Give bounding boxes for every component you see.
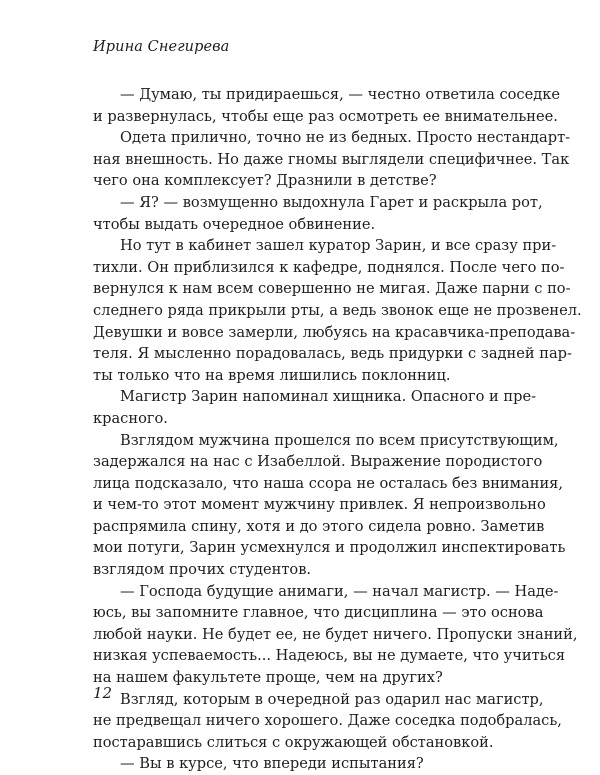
text-line: Но тут в кабинет зашел куратор Зарин, и все сразу при- xyxy=(120,237,557,255)
text-line: красного. xyxy=(93,409,168,427)
text-line: на нашем факультете проще, чем на других? xyxy=(93,669,443,687)
text-line: ты только что на время лишились поклонниц. xyxy=(93,366,451,384)
text-line: и чем-то этот момент мужчину привлек. Я непроизвольно xyxy=(93,496,546,514)
text-line: постаравшись слиться с окружающей обстановкой. xyxy=(93,733,494,751)
text-line: — Господа будущие анимаги, — начал магистр. — Наде- xyxy=(120,582,559,600)
text-line: чего она комплексует? Дразнили в детстве? xyxy=(93,172,437,190)
text-line: Одета прилично, точно не из бедных. Просто нестандарт- xyxy=(120,129,571,147)
text-line: и развернулась, чтобы еще раз осмотреть ее внимательнее. xyxy=(93,107,558,125)
text-line: не предвещал ничего хорошего. Даже соседка подобралась, xyxy=(93,712,562,730)
text-line: юсь, вы запомните главное, что дисциплина — это основа xyxy=(93,604,544,622)
page-number: 12 xyxy=(93,684,113,702)
text-line: лица подсказало, что наша ссора не осталась без внимания, xyxy=(93,474,564,492)
text-line: задержался на нас с Изабеллой. Выражение породистого xyxy=(93,453,543,471)
text-line: распрямила спину, хотя и до этого сидела ровно. Заметив xyxy=(93,517,545,535)
text-line: Магистр Зарин напоминал хищника. Опасного и пре- xyxy=(120,388,537,406)
text-line: тихли. Он приблизился к кафедре, поднялся. После чего по- xyxy=(93,258,565,276)
text-line: вернулся к нам всем совершенно не мигая. Даже парни с по- xyxy=(93,280,571,298)
text-block xyxy=(93,84,582,775)
text-line: Взглядом мужчина прошелся по всем присутствующим, xyxy=(120,431,559,449)
text-line: мои потуги, Зарин усмехнулся и продолжил инспектировать xyxy=(93,539,566,557)
running-head-author: Ирина Снегирева xyxy=(93,39,230,55)
text-line: — Я? — возмущенно выдохнула Гарет и раскрыла рот, xyxy=(120,193,543,211)
text-line: чтобы выдать очередное обвинение. xyxy=(93,215,376,233)
text-line: ная внешность. Но даже гномы выглядели специфичнее. Так xyxy=(93,150,570,168)
text-line: взглядом прочих студентов. xyxy=(93,561,312,579)
text-line: Взгляд, которым в очередной раз одарил нас магистр, xyxy=(120,690,544,708)
text-line: любой науки. Не будет ее, не будет ничего. Пропуски знаний, xyxy=(93,625,578,643)
text-line: — Вы в курсе, что впереди испытания? xyxy=(120,755,424,773)
text-line: низкая успеваемость... Надеюсь, вы не думаете, что учиться xyxy=(93,647,566,665)
text-line: — Думаю, ты придираешься, — честно ответила соседке xyxy=(120,86,560,103)
text-line: теля. Я мысленно порадовалась, ведь придурки с задней пар- xyxy=(93,345,572,363)
text-line: следнего ряда прикрыли рты, а ведь звонок еще не прозвенел. xyxy=(93,301,582,319)
text-line: Девушки и вовсе замерли, любуясь на красавчика-преподава- xyxy=(93,323,576,341)
